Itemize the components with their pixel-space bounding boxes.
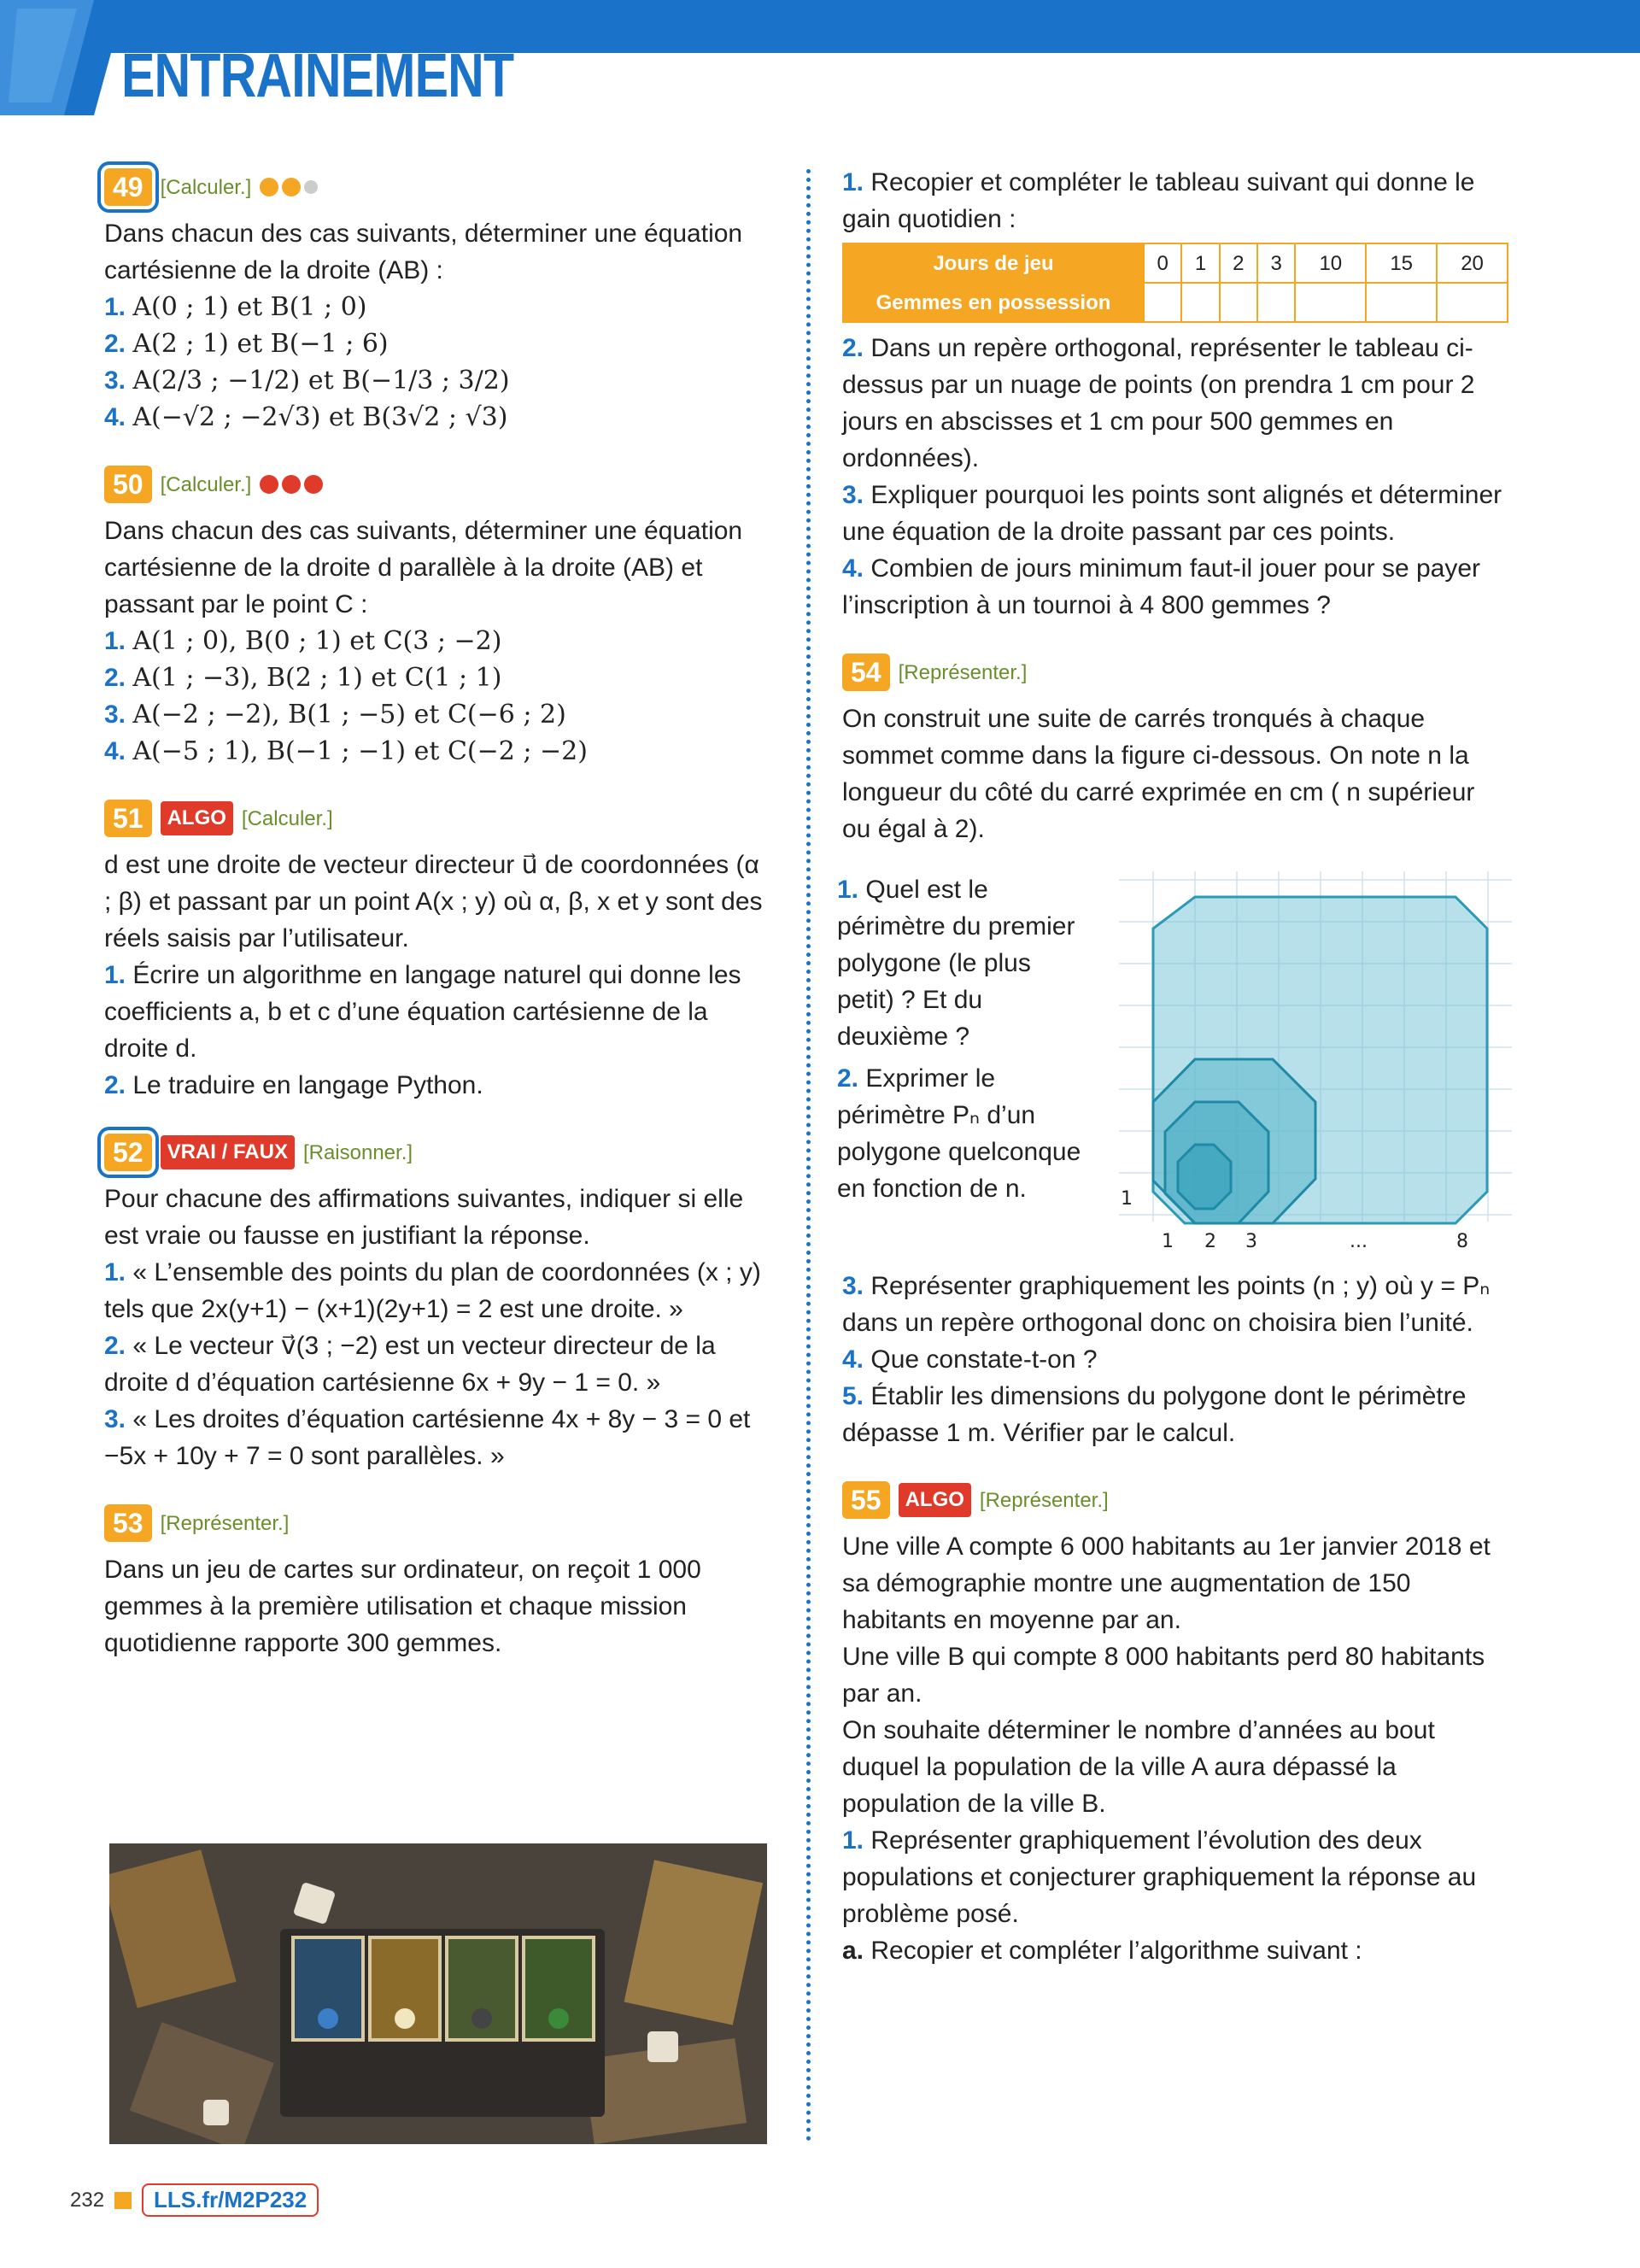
list-item: A(2 ; 1) et B(−1 ; 6) [132,329,389,359]
list-item: A(0 ; 1) et B(1 ; 0) [132,292,367,322]
exercise-intro: Dans un jeu de cartes sur ordinateur, on reçoit 1 000 gemmes à la première utilisation et chaque mission quotidienne rapporte 300 gemmes. [104,1556,701,1657]
exercise-intro: Dans chacun des cas suivants, déterminer une équation cartésienne de la droite (AB) : [104,220,743,284]
skill-label: Représenter. [166,1511,284,1535]
table-cell: 3 [1257,243,1295,283]
ex55-question-a: Recopier et compléter l’algorithme suivant : [870,1937,1362,1965]
exercise-number: 54 [842,653,890,691]
axis-label-x: 2 [1204,1231,1216,1252]
ex55-paragraph: On souhaite déterminer le nombre d’années au bout duquel la population de la ville A aura dépassé la population de la ville B. [842,1716,1435,1818]
table-cell [1295,283,1366,322]
axis-label-y1: 1 [1121,1188,1133,1210]
card-game-photo [109,1843,767,2144]
list-item: A(−2 ; −2), B(1 ; −5) et C(−6 ; 2) [132,700,566,730]
table-cell [1257,283,1295,322]
table-cell: 2 [1220,243,1257,283]
algo-badge: ALGO [899,1483,971,1517]
gain-table [842,243,1508,323]
exercise-number: 53 [104,1504,152,1542]
exercise-49: 49 [Calculer.] Dans chacun des cas suivants, déterminer une équation cartésienne de la droite (AB) : 1. A(0 ; 1) et B(1 ; 0) 2. A(2 ; 1) et B(−1 ; 6) 3. A(2/3 ; −1/2) et B(−1/3 ; 3/2) 4. A(−√2 ; −2√3) et B(3√2 ; √3) [104,164,770,436]
exercise-number: 50 [104,466,152,503]
skill-label: Représenter. [904,660,1022,684]
right-column-lower: 3. Représenter graphiquement les points (n ; y) où y = Pₙ dans un repère orthogonal donc on choisira bien l’unité. 4. Que constate-t-on ? 5. Établir les dimensions du polygone dont le périmètre dépasse 1 m. Vérifier par le calcul. 55 ALGO [Représenter.] Une ville A compte 6 000 habitants au 1er janvier 2018 et sa démographie montre une augmentation de 150 habitants en moyenne par an. Une ville B qui compte 8 000 habitants perd 80 habitants par an. On souhaite déterminer le nombre d’années au bout duquel la population de la ville A aura dépassé la population de la ville B. 1. Représenter graphiquement l’évolution des deux populations et conjecturer graphiquement la réponse au problème posé. a. Recopier et compléter l’algorithme suivant : [842,1268,1508,1969]
table-cell [1220,283,1257,322]
ex55-question-1: Représenter graphiquement l’évolution des deux populations et conjecturer graphiquement la réponse au problème posé. [842,1826,1477,1928]
ex55-paragraph: Une ville A compte 6 000 habitants au 1er janvier 2018 et sa démographie montre une augmentation de 150 habitants en moyenne par an. [842,1533,1491,1634]
skill-label: Calculer. [166,175,246,199]
table-cell [1437,283,1508,322]
list-item: « Le vecteur v⃗(3 ; −2) est un vecteur directeur de la droite d d’équation cartésienne 6x + 9y − 1 = 0. » [104,1332,716,1397]
exercise-53: 53 [Représenter.] Dans un jeu de cartes sur ordinateur, on reçoit 1 000 gemmes à la première utilisation et chaque mission quotidienne rapporte 300 gemmes. [104,1500,770,1661]
skill-label: Raisonner. [308,1140,407,1164]
true-false-badge: VRAI / FAUX [161,1135,295,1169]
list-item: Le traduire en langage Python. [132,1071,483,1099]
list-item: « L’ensemble des points du plan de coordonnées (x ; y) tels que 2x(y+1) − (x+1)(2y+1) = 2 est une droite. » [104,1258,761,1323]
exercise-intro: Dans chacun des cas suivants, déterminer une équation cartésienne de la droite d parallèle à la droite (AB) et passant par le point C : [104,517,743,618]
skill-label: Représenter. [985,1488,1104,1512]
ex54-side-questions: 1. Quel est le périmètre du premier polygone (le plus petit) ? Et du deuxième ? 2. Exprimer le périmètre Pₙ d’un polygone quelconque en fonction de n. [837,876,1081,1203]
table-cell [1366,283,1437,322]
ex54-question-5: Établir les dimensions du polygone dont le périmètre dépasse 1 m. Vérifier par le calcul. [842,1382,1467,1447]
exercise-number: 51 [104,800,152,837]
axis-label-x: 1 [1162,1231,1174,1252]
table-header: Jours de jeu [843,243,1144,283]
right-column: 1. Recopier et compléter le tableau suivant qui donne le gain quotidien : Jours de jeu 0 1 2 3 10 15 20 Gemmes en possession 2. Dans un repère orthogonal, représenter le tableau ci-dessus par un nuage de points (on prendra 1 cm pour 2 jours en abscisses et 1 cm pour 500 gemmes en ordonnées). 3. Expliquer pourquoi les points sont alignés et déterminer une équation de la droite passant par ces points. 4. Combien de jours minimum faut-il jouer pour se payer l’inscription à un tournoi à 4 800 gemmes ? 54 [Représenter.] On construit une suite de carrés tronqués à chaque sommet comme dans la figure ci-dessous. On note n la longueur du côté du carré exprimée en cm ( n supérieur ou égal à 2). [842,164,1508,847]
table-cell: 1 [1181,243,1219,283]
exercise-number: 52 [104,1134,152,1171]
page-title: ENTRAÎNEMENT [121,42,514,110]
exercise-number: 49 [104,168,152,206]
list-item: A(2/3 ; −1/2) et B(−1/3 ; 3/2) [132,366,510,396]
ex54-question-3: Représenter graphiquement les points (n ; y) où y = Pₙ dans un repère orthogonal donc on choisira bien l’unité. [842,1272,1491,1337]
left-column [104,164,770,1687]
page-number: 232 [70,2188,105,2212]
list-item: A(1 ; −3), B(2 ; 1) et C(1 ; 1) [132,663,502,693]
skill-label: Calculer. [166,472,246,496]
table-cell: 0 [1144,243,1181,283]
list-item: « Les droites d’équation cartésienne 4x + 8y − 3 = 0 et −5x + 10y + 7 = 0 sont parallèles. » [104,1405,751,1470]
table-cell: 15 [1366,243,1437,283]
ex53-question-1: Recopier et compléter le tableau suivant qui donne le gain quotidien : [842,168,1475,233]
difficulty-icon [260,475,323,494]
ex53-question-4: Combien de jours minimum faut-il jouer pour se payer l’inscription à un tournoi à 4 800 gemmes ? [842,554,1481,619]
exercise-52: 52 VRAI / FAUX [Raisonner.] Pour chacune des affirmations suivantes, indiquer si elle est vraie ou fausse en justifiant la réponse. 1. « L’ensemble des points du plan de coordonnées (x ; y) tels que 2x(y+1) − (x+1)(2y+1) = 2 est une droite. » 2. « Le vecteur v⃗(3 ; −2) est un vecteur directeur de la droite d d’équation cartésienne 6x + 9y − 1 = 0. » 3. « Les droites d’équation cartésienne 4x + 8y − 3 = 0 et −5x + 10y + 7 = 0 sont parallèles. » [104,1129,770,1474]
exercise-intro: Pour chacune des affirmations suivantes, indiquer si elle est vraie ou fausse en justifiant la réponse. [104,1185,744,1250]
table-cell [1181,283,1219,322]
list-item: Écrire un algorithme en langage naturel qui donne les coefficients a, b et c d’une équation cartésienne de la droite d. [104,961,741,1063]
table-cell: 20 [1437,243,1508,283]
ex55-paragraph: Une ville B qui compte 8 000 habitants perd 80 habitants par an. [842,1643,1485,1708]
footer-square-icon [114,2192,132,2209]
exercise-number: 55 [842,1481,890,1519]
exercise-intro: On construit une suite de carrés tronqués à chaque sommet comme dans la figure ci-dessous. On note n la longueur du côté du carré exprimée en cm ( n supérieur ou égal à 2). [842,705,1475,843]
truncated-squares-figure [1110,871,1520,1256]
exercise-51: 51 ALGO [Calculer.] d est une droite de vecteur directeur u⃗ de coordonnées (α ; β) et passant par un point A(x ; y) où α, β, x et y sont des réels saisis par l’utilisateur. 1. Écrire un algorithme en langage naturel qui donne les coefficients a, b et c d’une équation cartésienne de la droite d. 2. Le traduire en langage Python. [104,795,770,1104]
list-item: A(−5 ; 1), B(−1 ; −1) et C(−2 ; −2) [132,736,588,766]
ex54-question-4: Que constate-t-on ? [870,1345,1098,1374]
difficulty-icon [260,178,318,196]
algo-badge: ALGO [161,801,233,835]
exercise-55: 55 ALGO [Représenter.] [842,1477,1508,1523]
ex53-question-3: Expliquer pourquoi les points sont alignés et déterminer une équation de la droite passant par ces points. [842,481,1502,546]
exercise-54: 54 [Représenter.] [842,649,1508,695]
page-footer [70,2183,319,2217]
resource-link[interactable]: LLS.fr/M2P232 [142,2183,319,2217]
ex54-question-2: Exprimer le périmètre Pₙ d’un polygone quelconque en fonction de n. [837,1064,1081,1203]
exercise-50: 50 [Calculer.] Dans chacun des cas suivants, déterminer une équation cartésienne de la droite d parallèle à la droite (AB) et passant par le point C : 1. A(1 ; 0), B(0 ; 1) et C(3 ; −2) 2. A(1 ; −3), B(2 ; 1) et C(1 ; 1) 3. A(−2 ; −2), B(1 ; −5) et C(−6 ; 2) 4. A(−5 ; 1), B(−1 ; −1) et C(−2 ; −2) [104,461,770,770]
ex54-question-1: Quel est le périmètre du premier polygone (le plus petit) ? Et du deuxième ? [837,876,1075,1051]
axis-label-x: 3 [1245,1231,1257,1252]
skill-label: Calculer. [247,806,327,830]
column-separator [806,169,811,2142]
table-header: Gemmes en possession [843,283,1144,322]
exercise-intro: d est une droite de vecteur directeur u⃗ de coordonnées (α ; β) et passant par un point A(x ; y) où α, β, x et y sont des réels saisis par l’utilisateur. [104,851,763,952]
table-cell: 10 [1295,243,1366,283]
table-cell [1144,283,1181,322]
list-item: A(1 ; 0), B(0 ; 1) et C(3 ; −2) [132,626,502,656]
axis-label-x: 8 [1456,1231,1468,1252]
list-item: A(−√2 ; −2√3) et B(3√2 ; √3) [132,402,508,432]
ex53-question-2: Dans un repère orthogonal, représenter le tableau ci-dessus par un nuage de points (on prendra 1 cm pour 2 jours en abscisses et 1 cm pour 500 gemmes en ordonnées). [842,334,1475,472]
axis-label-x: ... [1350,1231,1368,1252]
